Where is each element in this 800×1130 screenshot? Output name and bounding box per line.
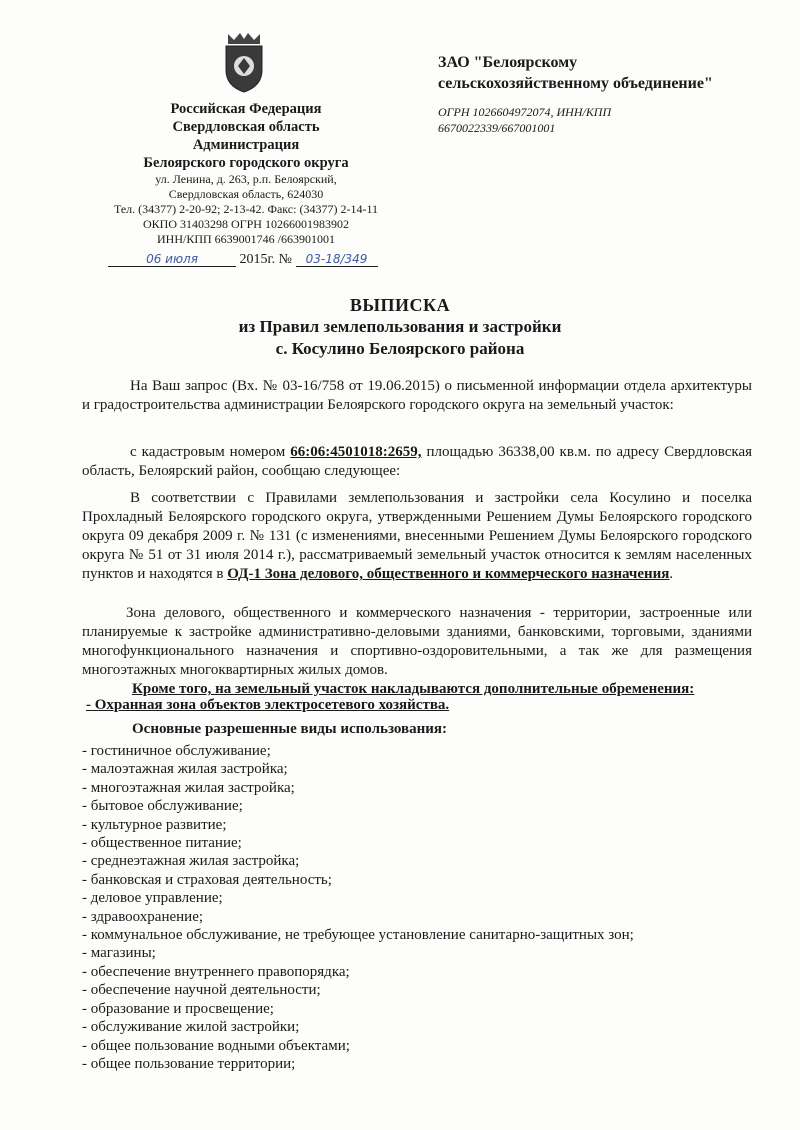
- list-item: - малоэтажная жилая застройка;: [82, 761, 288, 778]
- list-item: - коммунальное обслуживание, не требующее установление санитарно-защитных зон;: [82, 927, 634, 944]
- paragraph-rules: [82, 489, 752, 584]
- handwritten-date: 06 июля: [108, 252, 236, 267]
- okpo-line: ОКПО 31403298 ОГРН 1026600198390​2: [143, 217, 349, 231]
- org-line: Свердловская область: [172, 119, 320, 135]
- list-item: - общественное питание;: [82, 835, 242, 852]
- list-item: - обеспечение внутреннего правопорядка;: [82, 963, 350, 980]
- list-item: - бытовое обслуживание;: [82, 798, 243, 815]
- document-title: [0, 294, 800, 360]
- title-heading: ВЫПИСКА: [349, 295, 451, 315]
- date-line: [108, 252, 378, 268]
- paragraph-request: На Ваш запрос (Вх. № 03-16/758 от 19.06.2015) о письменной информации отдела архитектуры и градостроительства администрации Белоярского городского округа на земельный участок:: [82, 378, 752, 413]
- text: площадью 36338,00 кв.м. по адресу Свердловская область, Белоярский район, сообщаю следующее:: [82, 444, 752, 479]
- list-item: - банковская и страховая деятельность;: [82, 871, 332, 888]
- text: .: [669, 566, 674, 582]
- list-item: - здравоохранение;: [82, 908, 204, 925]
- addressee-name-cont: сельскохозяйственному объединение": [438, 75, 713, 92]
- encumbrance-text: Кроме того, на земельный участок накладываются дополнительные обременения:: [132, 681, 695, 697]
- paragraph-zone-description: Зона делового, общественного и коммерческого назначения - территории, застроенные или планируемые к застройке административно-деловыми зданиями, банковскими, торговыми, зданиями многофункционального назначения и спортивно-оздоровительными, а так же для размещения многоэтажных многоквартирных жилых домов.: [82, 605, 752, 678]
- list-item: - гостиничное обслуживание;: [82, 743, 271, 759]
- list-item: - среднеэтажная жилая застройка;: [82, 853, 300, 870]
- phone-line: Тел. (34377) 2-20-92; 2-13-42. Факс: (34377) 2-14-11: [113, 202, 379, 216]
- list-item: - общее пользование водными объектами;: [82, 1037, 350, 1054]
- list-item: - многоэтажная жилая застройка;: [82, 779, 295, 796]
- permitted-uses-heading: Основные разрешенные виды использования:: [132, 721, 447, 737]
- title-line: с. Косулино Белоярского района: [275, 339, 525, 358]
- list-item: - образование и просвещение;: [82, 1000, 274, 1017]
- inn-line: ИНН/КПП 6639001746 /663901001: [156, 232, 335, 246]
- year-label: 2015г. №: [239, 252, 293, 267]
- addressee-ogrn: ОГРН 1026604972074, ИНН/КПП: [438, 105, 612, 119]
- org-line: Российская Федерация: [170, 101, 322, 117]
- title-line: из Правил землепользования и застройки: [238, 317, 562, 336]
- paragraph-cadastral: [82, 443, 752, 481]
- list-item: - обслуживание жилой застройки;: [82, 1019, 300, 1036]
- coat-of-arms-icon: [218, 30, 270, 94]
- sender-header: [96, 100, 396, 247]
- addressee-kpp: 6670022339/667001001: [438, 121, 556, 135]
- address-line: Свердловская область, 624030: [168, 187, 324, 201]
- zone-name: ОД-1 Зона делового, общественного и коммерческого назначения: [227, 566, 670, 582]
- encumbrance-item: - Охранная зона объектов электросетевого хозяйства.: [86, 697, 450, 713]
- address-line: ул. Ленина, д. 263, р.п. Белоярский,: [155, 172, 337, 186]
- text: В соответствии с Правилами землепользования и застройки села Косулино и поселка Прохладный Белоярского городского округа, утвержденными Решением Думы Белоярского городского округа 09 декабря 2009 г. № 131 (с изменениями, внесенными Решением Думы Белоярского городского округа № 51 от 31 июля 2014 г.), рассматриваемый земельный участок относится к землям населенных пунктов и находятся в: [82, 490, 752, 582]
- org-line: Администрация: [192, 137, 300, 153]
- org-line: Белоярского городского округа: [143, 155, 349, 171]
- list-item: - обеспечение научной деятельности;: [82, 982, 321, 999]
- addressee-block: [438, 52, 768, 136]
- list-item: - культурное развитие;: [82, 816, 227, 833]
- addressee-name: ЗАО "Белоярскому: [438, 54, 578, 71]
- list-item: - общее пользование территории;: [82, 1055, 296, 1072]
- handwritten-number: 03-18/349: [296, 252, 378, 267]
- list-item: - деловое управление;: [82, 890, 223, 907]
- cadastral-number: 66:06:4501018:2659,: [290, 444, 422, 460]
- text: с кадастровым номером: [130, 444, 291, 460]
- list-item: - магазины;: [82, 945, 156, 962]
- permitted-uses-list: [82, 742, 742, 1073]
